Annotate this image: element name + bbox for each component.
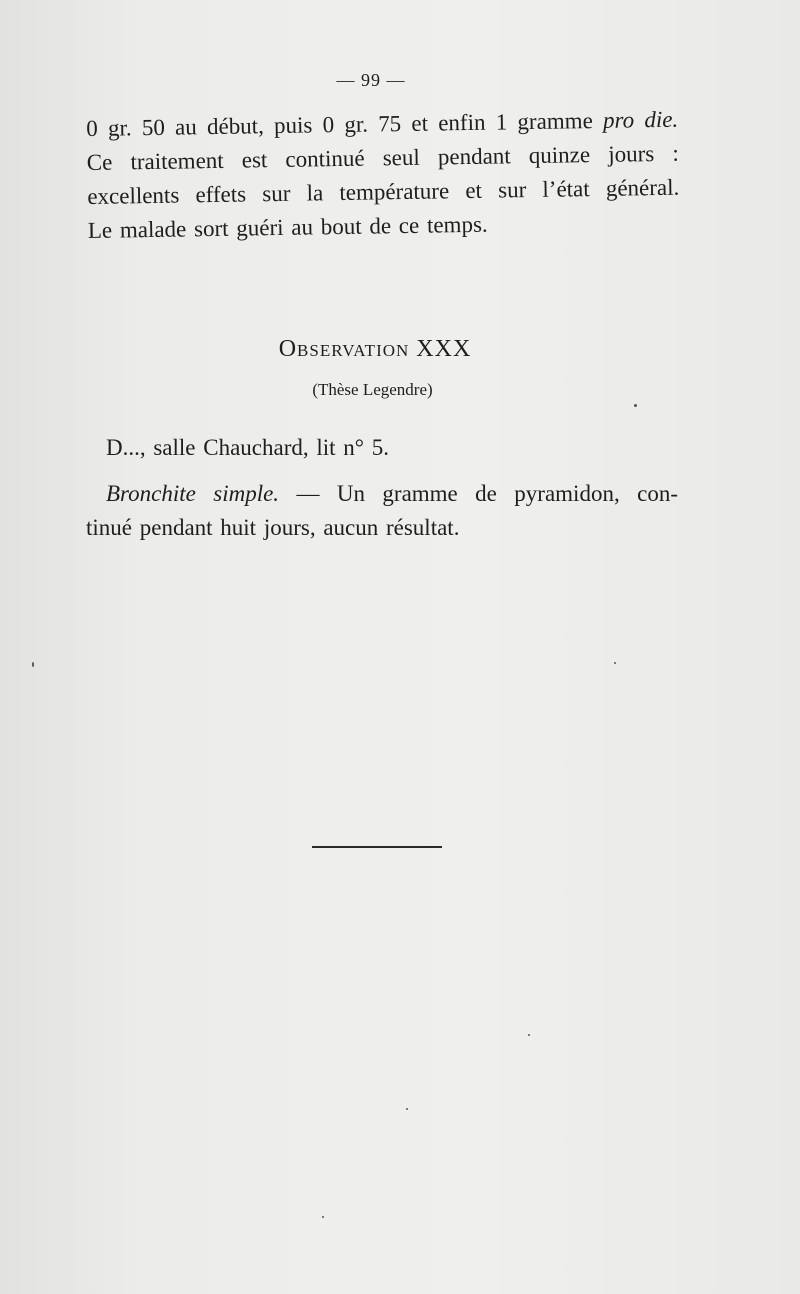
ink-speck [322,1216,324,1218]
ink-speck [614,662,616,664]
text-line: tinué pendant huit jours, aucun résultat. [86,515,460,540]
text-line [86,477,678,511]
page-number: — 99 — [336,70,406,90]
observation-source: (Thèse Legendre) [312,380,433,399]
section-divider [312,846,442,848]
ink-speck [32,662,34,667]
text-span: — Un gramme de pyramidon, con- [279,481,678,506]
text-span: 0 gr. 50 au début, puis 0 gr. 75 et enfin 1 gramme [86,107,604,141]
paragraph-treatment [86,103,680,248]
ink-speck [634,404,637,407]
text-line: Le malade sort guéri au bout de ce temps. [87,211,488,243]
text-line: excellents effets sur la température et sur l’état général. [87,174,680,209]
italic-text: Bronchite simple. [106,481,280,506]
ink-speck [528,1034,530,1036]
italic-text: pro die. [602,106,679,133]
text-line: Ce traitement est continué seul pendant quinze jours : [86,140,679,175]
observation-heading: Observation XXX [278,336,472,362]
paragraph-bronchitis [86,477,678,545]
ink-speck [406,1108,408,1110]
patient-line: D..., salle Chauchard, lit n° 5. [106,435,390,460]
